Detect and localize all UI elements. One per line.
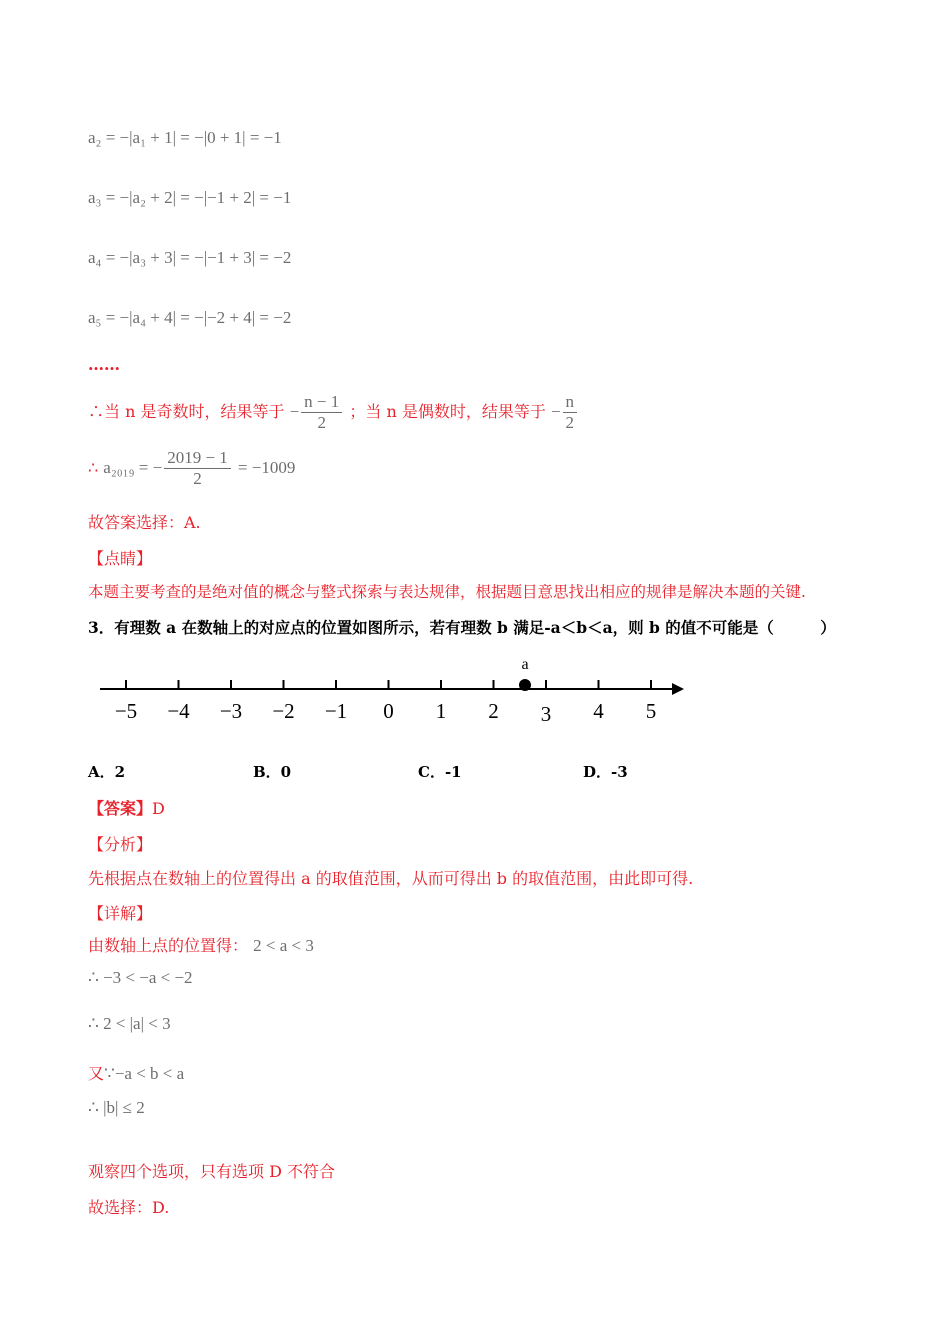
step-a4: a₄ = −|a₃ + 3| = −|−1 + 3| = −2 (88, 248, 292, 267)
number-line-arrow (672, 683, 684, 695)
dianjing-text: 本题主要考查的是绝对值的概念与整式探索与表达规律，根据题目意思找出相应的规律是解决本题的关键. (88, 583, 806, 601)
detail-line-3: ∴ 2 < |a| < 3 (88, 1014, 171, 1033)
option-b: B．0 (253, 763, 292, 781)
a2019-numerator: 2019 − 1 (164, 448, 231, 469)
number-line-ticks (115, 680, 656, 726)
step-a2: a₂ = −|a₁ + 1| = −|0 + 1| = −1 (88, 128, 282, 147)
number-line (96, 650, 696, 730)
tick-label: 4 (593, 699, 604, 723)
tick-label: 3 (540, 702, 552, 726)
a2019-denominator: 2 (193, 469, 202, 488)
step-a5: a₅ = −|a₄ + 4| = −|−2 + 4| = −2 (88, 308, 292, 327)
detail-line-1 (88, 933, 314, 956)
tick-label: 1 (435, 699, 447, 723)
even-sign: − (550, 402, 561, 421)
ellipsis: …… (88, 355, 120, 374)
xiangjie-heading: 【详解】 (88, 904, 153, 923)
observe-text: 观察四个选项，只有选项 D 不符合 (88, 1162, 336, 1181)
answer-value: D (152, 799, 165, 818)
detail-4-text: 又 (88, 1064, 105, 1083)
therefore-symbol: ∴ (88, 458, 99, 477)
odd-fraction (301, 392, 342, 433)
tick-label: −4 (167, 699, 190, 723)
tick-label: −1 (324, 699, 348, 723)
even-numerator: n (563, 392, 578, 413)
detail-line-5: ∴ |b| ≤ 2 (88, 1098, 145, 1117)
dianjing-heading: 【点睛】 (88, 549, 153, 568)
detail-1-text: 由数轴上点的位置得： (88, 936, 249, 955)
fenxi-heading: 【分析】 (88, 835, 153, 854)
answer-label: 【答案】 (88, 799, 153, 818)
option-d: D．-3 (583, 763, 628, 781)
even-fraction (563, 392, 578, 433)
odd-sign: − (289, 402, 300, 421)
tick-label: −2 (272, 699, 295, 723)
detail-1-math: 2 < a < 3 (253, 936, 314, 955)
fenxi-text: 先根据点在数轴上的位置得出 a 的取值范围，从而可得出 b 的取值范围，由此即可得. (88, 869, 694, 888)
option-c: C．-1 (418, 763, 462, 781)
tick-label: 2 (488, 699, 499, 723)
detail-4-math: ∵−a < b < a (104, 1064, 185, 1083)
conclusion-middle: ；当 n 是偶数时，结果等于 (349, 402, 546, 421)
conclusion-prefix: ∴当 n 是奇数时，结果等于 (88, 402, 285, 421)
even-denominator: 2 (565, 413, 575, 432)
conclusion-line (88, 392, 579, 433)
step-a3: a₃ = −|a₂ + 2| = −|−1 + 2| = −1 (88, 188, 292, 207)
point-a-dot (519, 679, 531, 691)
detail-line-4 (88, 1061, 184, 1084)
odd-numerator: n − 1 (301, 392, 342, 413)
final-answer: 故选择：D. (88, 1198, 170, 1217)
tick-label: −5 (114, 699, 138, 723)
option-a: A．2 (88, 763, 126, 781)
detail-line-2: ∴ −3 < −a < −2 (88, 968, 193, 987)
point-a-label: a (521, 656, 529, 673)
question-3: 3．有理数 a 在数轴上的对应点的位置如图所示，若有理数 b 满足-a＜b＜a，则 b 的值不可能是（ ） (88, 618, 836, 637)
a2019-lhs: a₂₀₁₉ = − (103, 458, 163, 477)
a2019-line (88, 448, 295, 489)
a2019-rhs: = −1009 (237, 458, 296, 477)
tick-label: 0 (383, 699, 394, 723)
tick-label: −3 (219, 699, 243, 723)
answer-line-1: 故答案选择：A. (88, 513, 201, 532)
odd-denominator: 2 (317, 413, 326, 432)
tick-label: 5 (645, 699, 657, 723)
answer-heading (88, 796, 165, 819)
a2019-fraction (164, 448, 231, 489)
